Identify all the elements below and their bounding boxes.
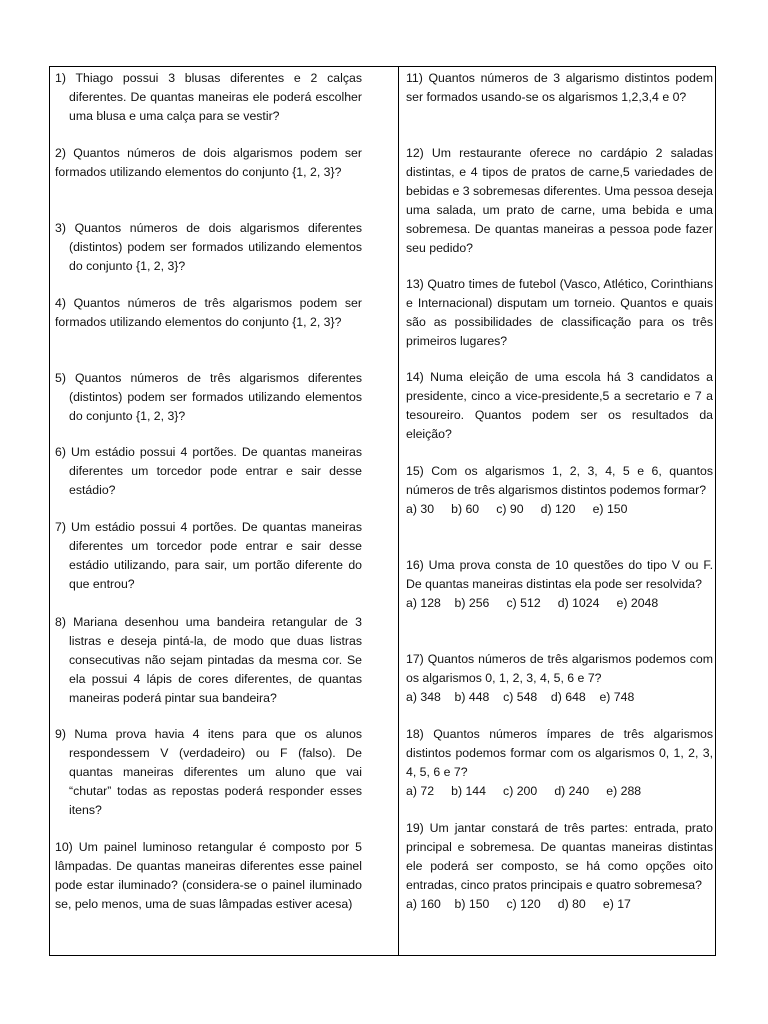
- question-13: [406, 275, 713, 351]
- question-text: 3) Quantos números de dois algarismos diferentes (distintos) podem ser formados utilizando elementos do conjunto {1, 2, 3}?: [55, 221, 362, 273]
- question-11: [406, 69, 713, 107]
- question-17: [406, 650, 713, 707]
- question-text: 6) Um estádio possui 4 portões. De quantas maneiras diferentes um torcedor pode entrar e sair desse estádio?: [55, 445, 362, 497]
- question-text: 9) Numa prova havia 4 itens para que os alunos respondessem V (verdadeiro) ou F (falso). De quantas maneiras diferentes um aluno que vai “chutar” todas as repostas poderá responder esses itens?: [55, 727, 362, 817]
- question-15: [406, 462, 713, 519]
- question-1: [55, 69, 362, 126]
- question-text: 8) Mariana desenhou uma bandeira retangular de 3 listras e deseja pintá-la, de modo que duas listras consecutivas não sejam pintadas da mesma cor. Se ela possui 4 lápis de cores diferentes, de quantas maneiras poderá pintar sua bandeira?: [55, 615, 362, 705]
- answer-options: a) 72 b) 144 c) 200 d) 240 e) 288: [406, 784, 642, 798]
- question-2: [55, 144, 362, 182]
- answer-options: a) 30 b) 60 c) 90 d) 120 e) 150: [406, 502, 628, 516]
- question-text: 10) Um painel luminoso retangular é composto por 5 lâmpadas. De quantas maneiras diferentes esse painel pode estar iluminado? (considera-se o painel iluminado se, pelo menos, uma de suas lâmpadas estiver acesa): [55, 840, 362, 911]
- question-5: [55, 369, 362, 426]
- answer-options: a) 160 b) 150 c) 120 d) 80 e) 17: [406, 897, 631, 911]
- question-7: [55, 518, 362, 594]
- question-text: 15) Com os algarismos 1, 2, 3, 4, 5 e 6, quantos números de três algarismos distintos podemos formar?: [406, 464, 713, 497]
- question-text: 7) Um estádio possui 4 portões. De quantas maneiras diferentes um torcedor pode entrar e sair desse estádio utilizando, para sair, um portão diferente do que entrou?: [55, 520, 362, 591]
- answer-options: a) 348 b) 448 c) 548 d) 648 e) 748: [406, 690, 635, 704]
- question-12: [406, 144, 713, 258]
- question-text: 2) Quantos números de dois algarismos podem ser formados utilizando elementos do conjunto {1, 2, 3}?: [55, 146, 362, 179]
- question-text: 1) Thiago possui 3 blusas diferentes e 2 calças diferentes. De quantas maneiras ele poderá escolher uma blusa e uma calça para se vestir?: [55, 71, 362, 123]
- question-8: [55, 613, 362, 708]
- question-text: 16) Uma prova consta de 10 questões do tipo V ou F. De quantas maneiras distintas ela pode ser resolvida?: [406, 558, 713, 591]
- answer-options: a) 128 b) 256 c) 512 d) 1024 e) 2048: [406, 596, 659, 610]
- question-text: 18) Quantos números ímpares de três algarismos distintos podemos formar com os algarismos 0, 1, 2, 3, 4, 5, 6 e 7?: [406, 727, 713, 779]
- question-text: 11) Quantos números de 3 algarismo distintos podem ser formados usando-se os algarismos 1,2,3,4 e 0?: [406, 71, 713, 104]
- question-10: [55, 838, 362, 914]
- question-text: 13) Quatro times de futebol (Vasco, Atlético, Corinthians e Internacional) disputam um torneio. Quantos e quais são as possibilidades de classificação para os três primeiros lugares?: [406, 277, 713, 348]
- question-text: 12) Um restaurante oferece no cardápio 2 saladas distintas, e 4 tipos de pratos de carne,5 variedades de bebidas e 3 sobremesas diferentes. Uma pessoa deseja uma salada, um prato de carne, uma bebida e uma sobremesa. De quantas maneiras a pessoa pode fazer seu pedido?: [406, 146, 713, 255]
- question-text: 17) Quantos números de três algarismos podemos com os algarismos 0, 1, 2, 3, 4, 5, 6 e 7?: [406, 652, 713, 685]
- question-text: 5) Quantos números de três algarismos diferentes (distintos) podem ser formados utilizando elementos do conjunto {1, 2, 3}?: [55, 371, 362, 423]
- question-19: [406, 819, 713, 914]
- question-18: [406, 725, 713, 801]
- question-6: [55, 443, 362, 500]
- question-9: [55, 725, 362, 820]
- question-16: [406, 556, 713, 613]
- question-4: [55, 294, 362, 332]
- column-divider: [398, 66, 399, 956]
- question-text: 19) Um jantar constará de três partes: entrada, prato principal e sobremesa. De quantas maneiras distintas ele poderá ser composto, se há como opções oito entradas, cinco pratos principais e quatro sobremesa?: [406, 821, 713, 892]
- question-14: [406, 368, 713, 444]
- question-3: [55, 219, 362, 276]
- question-text: 14) Numa eleição de uma escola há 3 candidatos a presidente, cinco a vice-presidente,5 a secretario e 7 a tesoureiro. Quantos podem ser os resultados da eleição?: [406, 370, 713, 441]
- question-text: 4) Quantos números de três algarismos podem ser formados utilizando elementos do conjunto {1, 2, 3}?: [55, 296, 362, 329]
